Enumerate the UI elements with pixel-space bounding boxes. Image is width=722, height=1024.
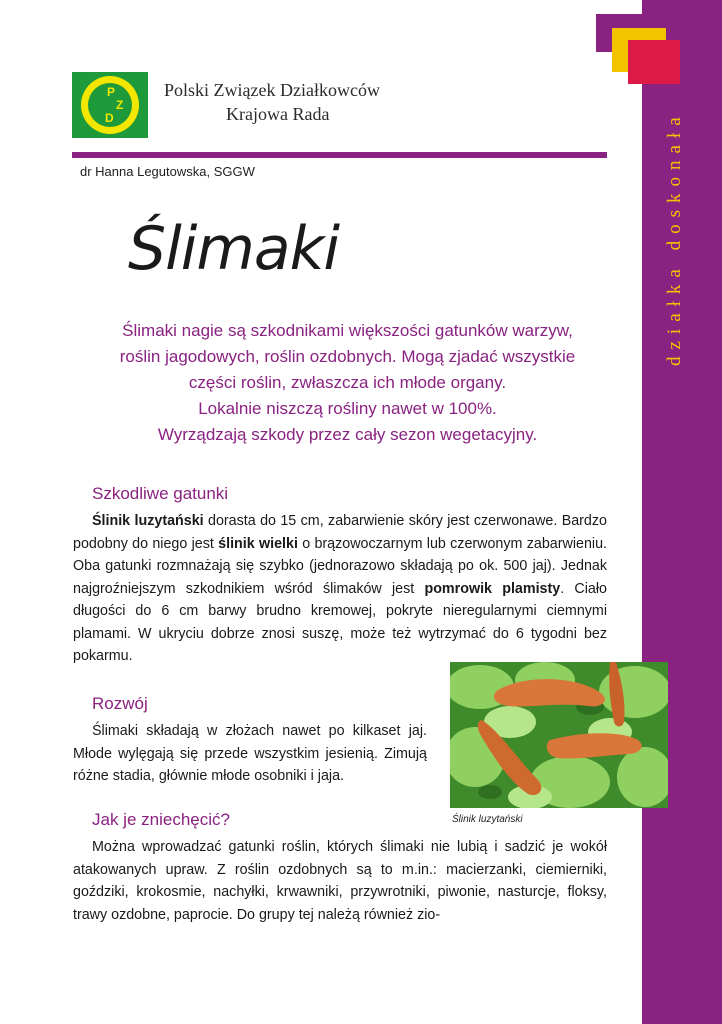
slug-photo	[450, 662, 668, 808]
lead-line: Lokalnie niszczą rośliny nawet w 100%.	[198, 399, 497, 418]
lead-paragraph	[75, 318, 620, 448]
section-text-development: Ślimaki składają w złożach nawet po kilkaset jaj. Młode wylęgają się przede wszystkim jesienią. Zimują różne stadia, głównie młode osobniki i jaja.	[73, 723, 427, 784]
organization-name	[150, 78, 430, 126]
photo-caption: Ślinik luzytański	[452, 814, 523, 825]
author: dr Hanna Legutowska, SGGW	[80, 164, 255, 179]
header-rule	[72, 152, 607, 158]
lead-line: części roślin, zwłaszcza ich młode organy.	[188, 373, 507, 392]
section-heading-development: Rozwój	[92, 694, 148, 713]
section-heading-deterrence: Jak je zniechęcić?	[92, 810, 230, 829]
org-line-2: Krajowa Rada	[226, 104, 330, 124]
term-slinik-luzytanski: Ślinik luzytański	[92, 513, 204, 529]
page-title: Ślimaki	[128, 214, 340, 284]
logo-letter-p: P	[107, 85, 116, 99]
org-line-1: Polski Związek Działkowców	[164, 80, 380, 100]
section-text-deterrence: Można wprowadzać gatunki roślin, których ślimaki nie lubią i sadzić je wokół atakowanych upraw. Z roślin ozdobnych są to m.in.: macierzanki, ciemierniki, goździki, krokosmie, nachyłki, krwawniki, przywrotniki, piwonie, nasturcje, floksy, trawy ozdobne, paprocie. Do grupy tej należą również zio-	[73, 839, 607, 923]
sidebar-vertical-text: działka doskonała	[664, 110, 685, 366]
term-slinik-wielki: ślinik wielki	[218, 535, 298, 552]
logo-letter-d: D	[105, 111, 114, 125]
section-text-harmful-species: Ślinik luzytański dorasta do 15 cm, zabarwienie skóry jest czerwonawe. Bardzo podobny do niego jest ślinik wielki o brązowoczarnym lub czerwonym zabarwieniu. Oba gatunki rozmnażają się szybko (jednorazowo składają po ok. 500 jaj). Jednak najgroźniejszym szkodnikiem wśród ślimaków jest pomrowik plamisty. Ciało długości do 6 cm barwy brudno kremowej, pokryte nieregularnymi ciemnymi plamami. W ukryciu dobrze znosi suszę, może też wytrzymać do 6 tygodni bez pokarmu.	[73, 513, 607, 664]
section-heading-harmful-species: Szkodliwe gatunki	[92, 484, 229, 503]
lead-line: Wyrządzają szkody przez cały sezon wegetacyjny.	[157, 425, 538, 444]
logo-letter-z: Z	[116, 98, 124, 112]
lead-line: roślin jagodowych, roślin ozdobnych. Mogą zjadać wszystkie	[119, 347, 576, 366]
pzd-logo	[72, 72, 148, 138]
lead-line: Ślimaki nagie są szkodnikami większości gatunków warzyw,	[122, 321, 573, 340]
term-pomrowik-plamisty: pomrowik plamisty	[424, 580, 561, 597]
